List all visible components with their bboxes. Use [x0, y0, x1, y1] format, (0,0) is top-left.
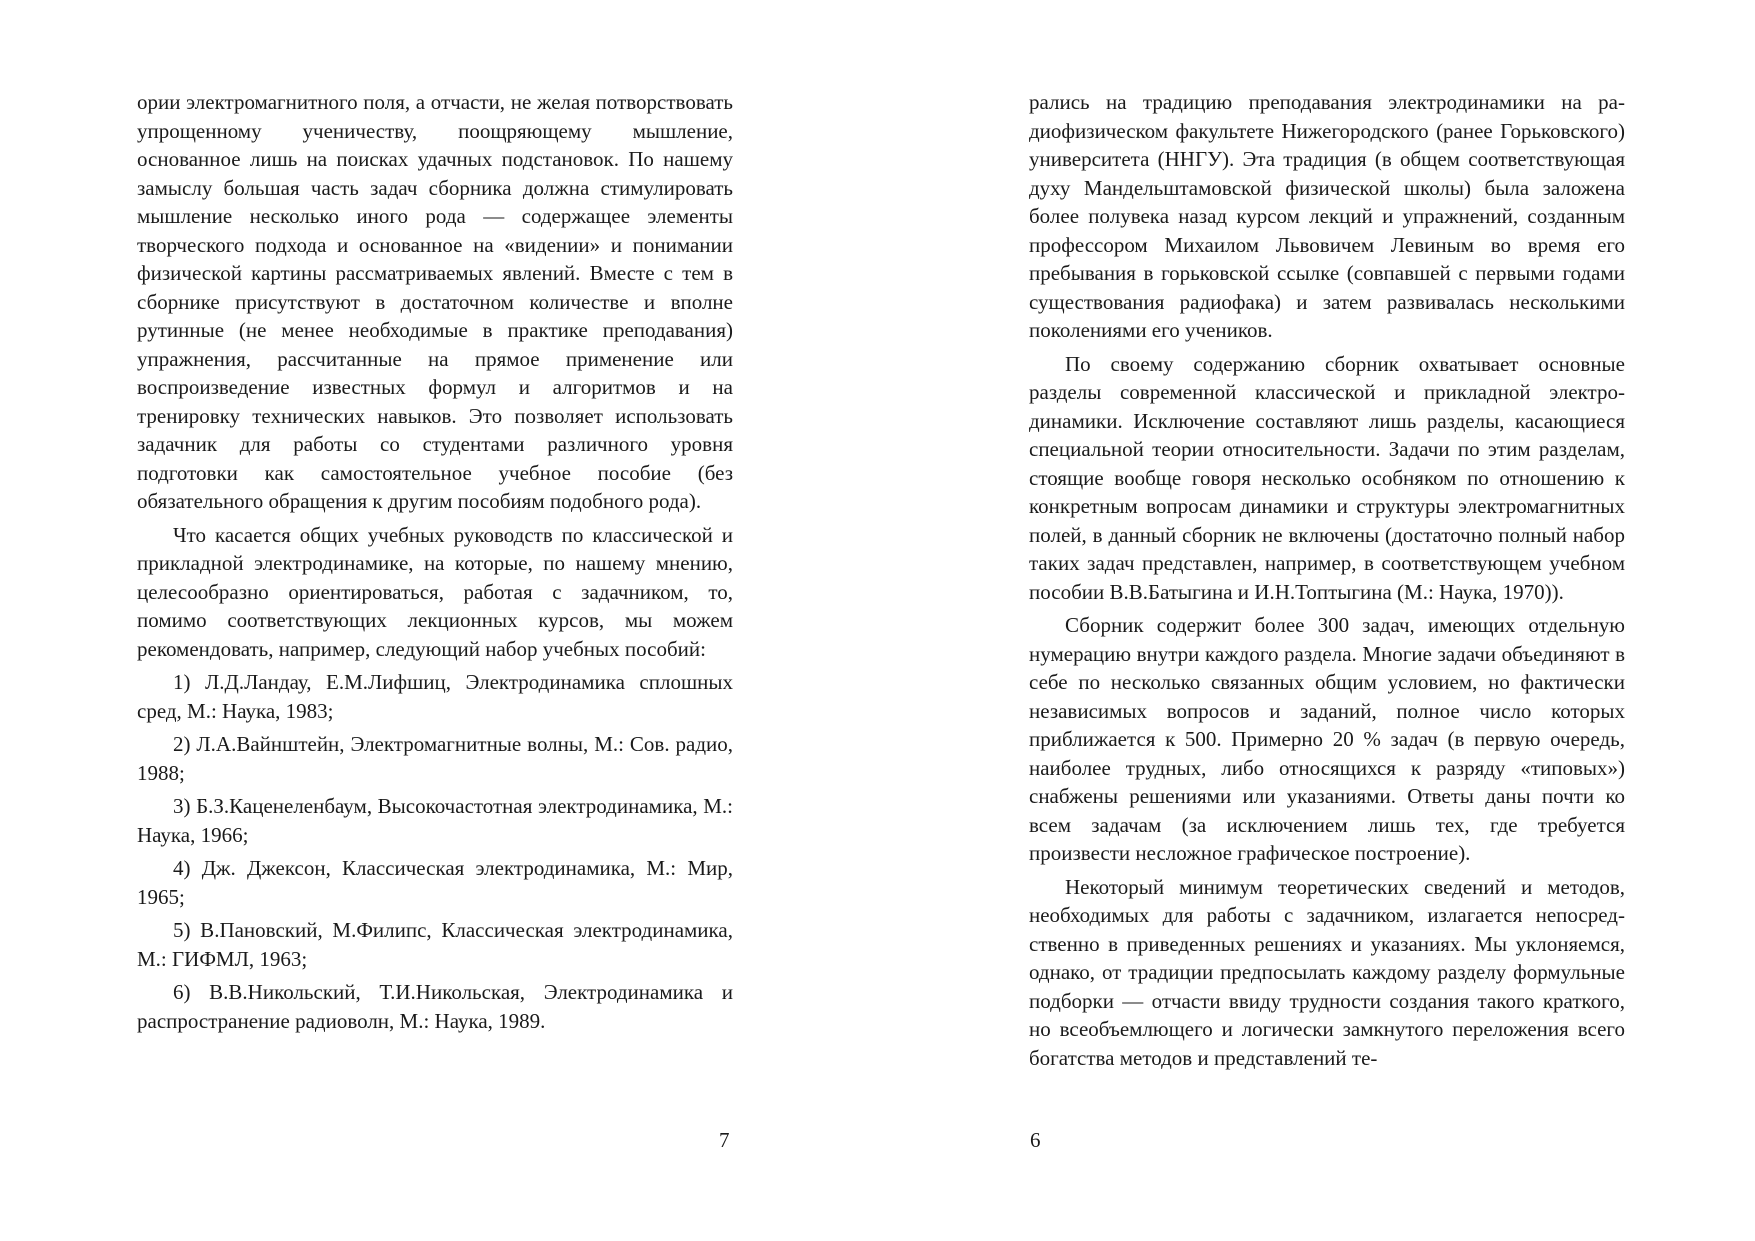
left-page: [0, 0, 877, 1241]
paragraph-tradition: рались на традицию преподавания электродинамики на радиофизическом факультете Нижегородского (ранее Горьковского) университета (ННГУ). Эта традиция (в общем соответствующая духу Мандельштамовской физической школы) была заложена более полувека назад курсом лекций и упражнений, созданным профессором Михаилом Львовичем Левиным во время его пребывания в горьковской ссылке (совпавшей с первыми годами существования радиофака) и затем развивалась несколькими поколениями его учеников.: [1029, 90, 1625, 342]
paragraph-continuation: ории электромагнитного поля, а отчасти, не желая потворствовать упрощенному ученичеству, поощряющему мышление, основанное лишь на поисках удачных подстановок. По нашему замыслу большая часть задач сборника должна стимулировать мышление несколько иного рода — содержащее элементы творческого подхода и основанное на «видении» и понимании физической картины рассматриваемых явлений. Вместе с тем в сборнике присутствуют в достаточном количестве и вполне рутинные (не менее необходимые в практике преподавания) упражнения, рассчитанные на прямое применение или воспроизведение известных формул и алгоритмов и на тренировку технических навыков. Это позволяет использовать задачник для работы со студентами различного уровня подготовки как самостоятельное учебное пособие (без обязательного обращения к другим пособиям подобного рода).: [137, 90, 733, 513]
right-page: [877, 0, 1755, 1241]
reference-item-3: 3) Б.З.Каценеленбаум, Высокочастотная электродинамика, М.: Наука, 1966;: [137, 794, 733, 847]
left-page-number: 7: [719, 1128, 730, 1152]
reference-item-5: 5) В.Пановский, М.Филипс, Классическая электродинамика, М.: ГИФМЛ, 1963;: [137, 918, 733, 971]
reference-item-4: 4) Дж. Джексон, Классическая электродинамика, М.: Мир, 1965;: [137, 856, 733, 909]
right-page-number: 6: [1030, 1128, 1041, 1152]
paragraph-problem-count: Сборник содержит более 300 задач, имеющих отдельную нумерацию внутри каждого раздела. Многие задачи объединяют в себе по несколько связанных общим условием, но фактически независимых вопросов и заданий, полное число которых приближается к 500. Примерно 20 % задач (в первую очередь, наиболее трудных, либо относящихся к разряду «типовых») снабжены решениями или указаниями. Ответы даны почти ко всем задачам (за исключением лишь тех, где требуется произвести несложное графическое построение).: [1029, 613, 1625, 865]
reference-item-6: 6) В.В.Никольский, Т.И.Никольская, Электродинамика и распространение радиоволн, М.: Наука, 1989.: [137, 980, 733, 1033]
reference-item-2: 2) Л.А.Вайнштейн, Электромагнитные волны, М.: Сов. радио, 1988;: [137, 732, 733, 785]
left-page-text: [137, 88, 733, 1035]
paragraph-textbooks-intro: Что касается общих учебных руководств по классической и прикладной электродинамике, на которые, по нашему мнению, целесообразно ориентироваться, работая с задачником, то, помимо соответствующих лекционных курсов, мы можем рекомендовать, например, следующий набор учебных пособий:: [137, 522, 733, 661]
paragraph-theory-minimum: Некоторый минимум теоретических сведений и методов, необходимых для работы с задачником, излагается непосредственно в приведенных решениях и указаниях. Мы уклоняемся, однако, от традиции предпосылать каждому разделу формульные подборки — отчасти ввиду трудности создания такого краткого, но всеобъемлющего и логически замкнутого переложения всего богатства методов и представлений те-: [1029, 874, 1625, 1070]
paragraph-content-scope: По своему содержанию сборник охватывает основные разделы современной классической и прикладной электродинамики. Исключение составляют лишь разделы, касающиеся специальной теории относительности. Задачи по этим разделам, стоящие вообще говоря несколько особняком по отношению к конкретным вопросам динамики и структуры электромагнитных полей, в данный сборник не включены (достаточно полный набор таких задач представлен, например, в соответствующем учебном пособии В.В.Батыгина и И.Н.Топтыгина (М.: Наука, 1970)).: [1029, 351, 1625, 604]
right-page-text: [1029, 88, 1625, 1072]
reference-item-1: 1) Л.Д.Ландау, Е.М.Лифшиц, Электродинамика сплошных сред, М.: Наука, 1983;: [137, 670, 733, 723]
